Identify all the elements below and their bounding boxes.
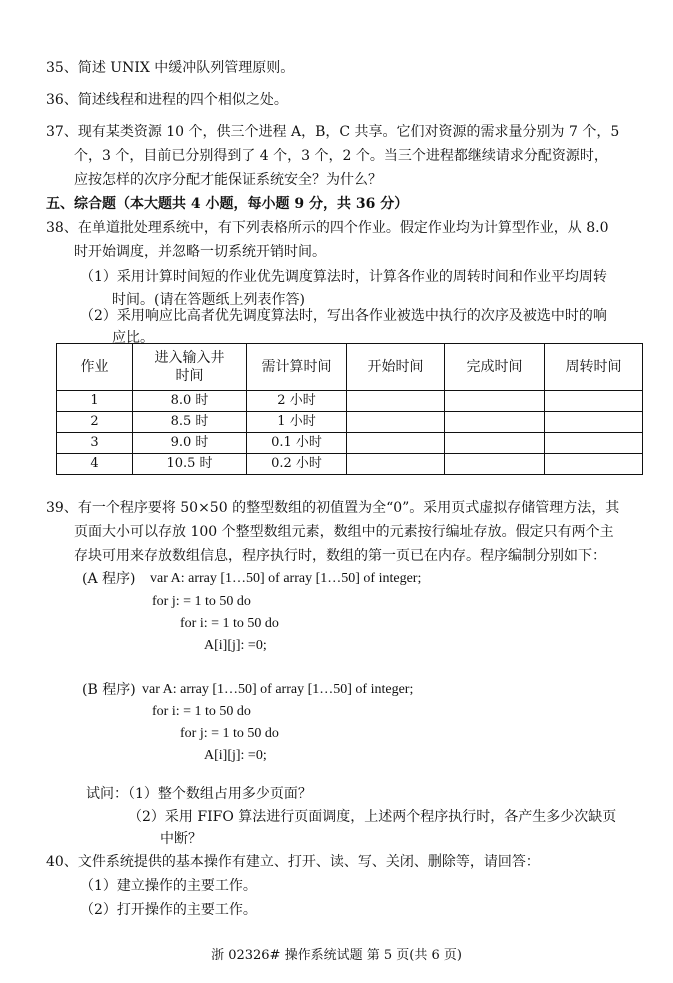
table-cell: 3 [57, 433, 133, 454]
table-row [57, 454, 643, 475]
question-40-part1: （1）建立操作的主要工作。 [80, 878, 257, 894]
program-a-line1: var A: array [1…50] of array [1…50] of integer; [150, 571, 422, 586]
program-b-line4: A[i][j]: =0; [204, 748, 267, 763]
program-b-line2: for i: = 1 to 50 do [152, 704, 251, 719]
table-cell: 9.0 时 [133, 433, 247, 454]
question-38-part1-line2: 时间。(请在答题纸上列表作答) [112, 292, 305, 308]
question-38-line1: 38、在单道批处理系统中，有下列表格所示的四个作业。假定作业均为计算型作业，从 8.0 [46, 220, 609, 236]
table-cell [445, 454, 545, 475]
program-b-label: (B 程序) [82, 682, 136, 698]
question-37-line3: 应按怎样的次序分配才能保证系统安全？为什么？ [74, 172, 382, 188]
question-38-part2-line1: （2）采用响应比高者优先调度算法时，写出各作业被选中执行的次序及被选中时的响 [80, 308, 607, 324]
table-cell [445, 412, 545, 433]
program-a-label: (A 程序) [82, 571, 136, 587]
table-cell [347, 454, 445, 475]
table-cell: 10.5 时 [133, 454, 247, 475]
page-footer: 浙 02326# 操作系统试题 第 5 页(共 6 页) [211, 948, 462, 963]
question-40-part2: （2）打开操作的主要工作。 [80, 902, 257, 918]
table-row [57, 391, 643, 412]
question-38-part1-line1: （1）采用计算时间短的作业优先调度算法时，计算各作业的周转时间和作业平均周转 [80, 269, 607, 285]
question-38-part2-line2: 应比。 [112, 330, 154, 346]
table-cell [347, 412, 445, 433]
question-39-line3: 存块可用来存放数组信息，程序执行时，数组的第一页已在内存。程序编制分别如下： [74, 548, 606, 564]
table-cell [347, 433, 445, 454]
question-39-line1: 39、有一个程序要将 50×50 的整型数组的初值置为全“0”。采用页式虚拟存储管理方法，其 [46, 500, 620, 516]
table-cell [347, 391, 445, 412]
table-cell [445, 433, 545, 454]
table-cell [545, 412, 643, 433]
question-39-line2: 页面大小可以存放 100 个整型数组元素，数组中的元素按行编址存放。假定只有两个主 [74, 524, 614, 540]
table-cell [545, 454, 643, 475]
table-cell: 8.0 时 [133, 391, 247, 412]
table-header-text: 进入输入井时间 [154, 350, 225, 384]
question-38-line2: 时开始调度，并忽略一切系统开销时间。 [74, 244, 326, 260]
table-header: 作业 [57, 344, 133, 391]
table-cell: 2 [57, 412, 133, 433]
table-row [57, 412, 643, 433]
table-cell: 0.1 小时 [247, 433, 347, 454]
section-heading-5: 五、综合题（本大题共 4 小题，每小题 9 分，共 36 分） [46, 196, 409, 212]
question-40-line1: 40、文件系统提供的基本操作有建立、打开、读、写、关闭、删除等，请回答： [46, 854, 540, 870]
table-row [57, 433, 643, 454]
question-37-line2: 个，3 个，目前已分别得到了 4 个，3 个，2 个。当三个进程都继续请求分配资源时， [74, 148, 608, 164]
program-b-line3: for j: = 1 to 50 do [180, 726, 279, 741]
question-37-line1: 37、现有某类资源 10 个，供三个进程 A，B，C 共享。它们对资源的需求量分别为 7 个，5 [46, 124, 620, 140]
program-a-line3: for i: = 1 to 50 do [180, 616, 279, 631]
jobs-table [56, 343, 643, 475]
program-b-line1: var A: array [1…50] of array [1…50] of integer; [142, 682, 414, 697]
table-cell [545, 391, 643, 412]
table-cell: 2 小时 [247, 391, 347, 412]
question-39-ask3: 中断？ [160, 831, 202, 847]
table-header: 周转时间 [545, 344, 643, 391]
table-header: 完成时间 [445, 344, 545, 391]
table-cell: 4 [57, 454, 133, 475]
question-39-ask1: 试问：（1）整个数组占用多少页面？ [86, 786, 312, 802]
question-36: 36、简述线程和进程的四个相似之处。 [46, 92, 288, 108]
table-cell: 0.2 小时 [247, 454, 347, 475]
table-cell: 1 [57, 391, 133, 412]
table-header-row [57, 344, 643, 391]
table-header [133, 344, 247, 391]
question-39-ask2: （2）采用 FIFO 算法进行页面调度，上述两个程序执行时，各产生多少次缺页 [128, 809, 617, 825]
table-cell: 8.5 时 [133, 412, 247, 433]
question-35: 35、简述 UNIX 中缓冲队列管理原则。 [46, 60, 295, 76]
table-cell: 1 小时 [247, 412, 347, 433]
program-a-line4: A[i][j]: =0; [204, 638, 267, 653]
table-cell [545, 433, 643, 454]
table-cell [445, 391, 545, 412]
program-a-line2: for j: = 1 to 50 do [152, 594, 251, 609]
table-header: 需计算时间 [247, 344, 347, 391]
table-header: 开始时间 [347, 344, 445, 391]
